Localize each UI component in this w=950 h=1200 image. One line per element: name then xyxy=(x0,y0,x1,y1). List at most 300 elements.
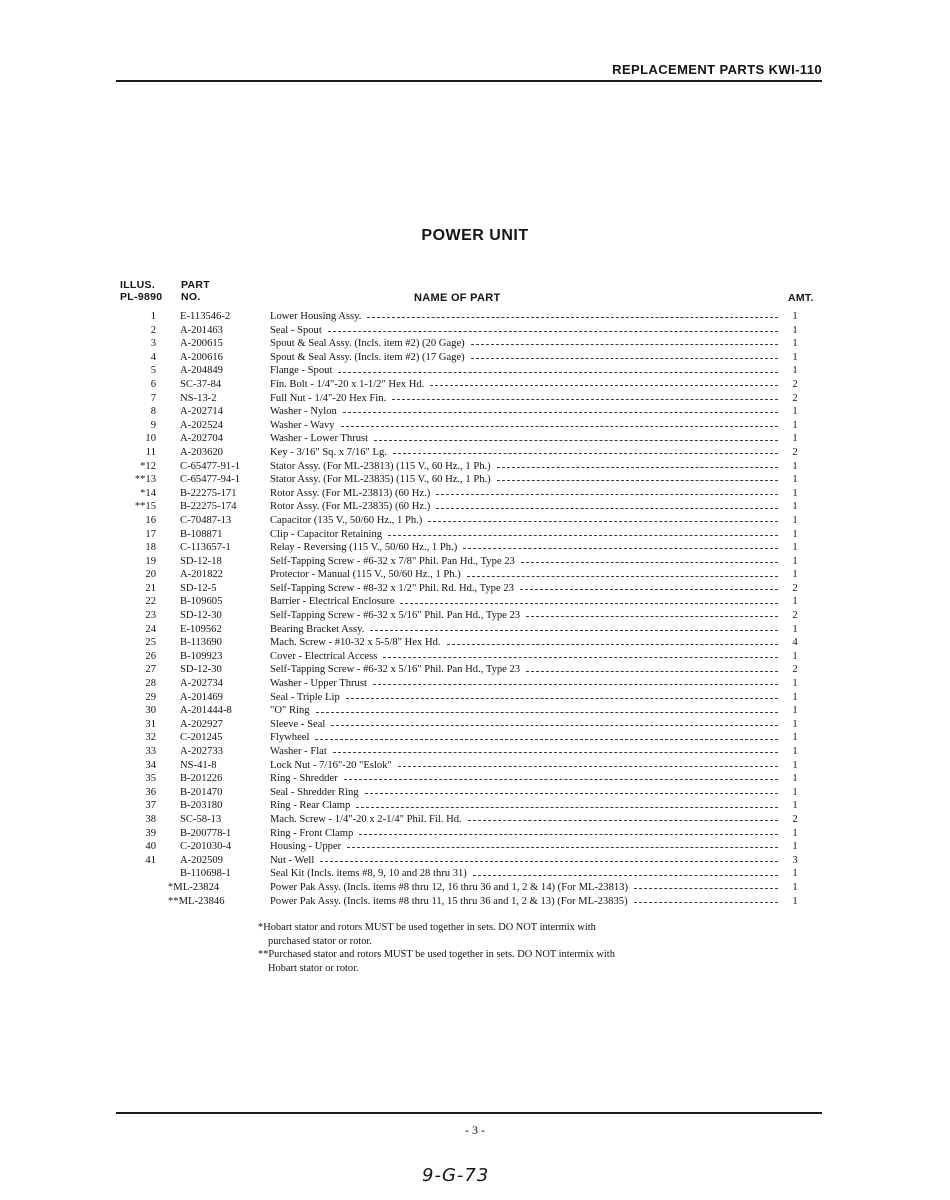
part-number: SC-37-84 xyxy=(180,378,222,390)
part-number: E-109562 xyxy=(180,623,222,635)
part-number: SD-12-30 xyxy=(180,664,222,676)
part-name-cell xyxy=(270,813,778,827)
part-name-cell xyxy=(270,745,778,759)
part-number: B-109923 xyxy=(180,650,223,662)
part-name-cell xyxy=(270,636,778,650)
illus-number: *12 xyxy=(140,460,156,472)
part-number: *ML-23824 xyxy=(168,881,220,893)
part-name-cell xyxy=(270,881,778,895)
part-name: Seal - Shredder Ring xyxy=(270,786,359,798)
column-header-illus xyxy=(120,279,162,303)
part-name-cell xyxy=(270,378,778,392)
top-rule xyxy=(116,80,822,82)
part-name: Capacitor (135 V., 50/60 Hz., 1 Ph.) xyxy=(270,514,423,526)
illus-number: 20 xyxy=(145,569,156,581)
part-name-cell xyxy=(270,324,778,338)
part-number: A-200616 xyxy=(180,351,223,363)
dotted-leader xyxy=(497,480,778,481)
part-number: A-201444-8 xyxy=(180,705,232,717)
table-row xyxy=(0,609,950,623)
part-number: A-203620 xyxy=(180,446,223,458)
table-row xyxy=(0,514,950,528)
part-name: Nut - Well xyxy=(270,854,315,866)
dotted-leader xyxy=(388,535,778,536)
amount: 1 xyxy=(792,868,798,880)
dotted-leader xyxy=(392,399,778,400)
part-name: Protector - Manual (115 V., 50/60 Hz., 1 Ph.) xyxy=(270,569,461,581)
part-name-cell xyxy=(270,419,778,433)
amount: 1 xyxy=(792,718,798,730)
table-row xyxy=(0,568,950,582)
illus-number: 19 xyxy=(145,555,156,567)
amount: 2 xyxy=(792,664,798,676)
amount: 3 xyxy=(792,854,798,866)
part-name: Bearing Bracket Assy. xyxy=(270,623,365,635)
part-number: SC-58-13 xyxy=(180,813,222,825)
dotted-leader xyxy=(520,589,778,590)
part-name-cell xyxy=(270,541,778,555)
part-name-cell xyxy=(270,854,778,868)
part-name-cell xyxy=(270,840,778,854)
table-row xyxy=(0,636,950,650)
dotted-leader xyxy=(370,630,778,631)
part-number: A-202509 xyxy=(180,854,223,866)
part-name-cell xyxy=(270,555,778,569)
table-row xyxy=(0,813,950,827)
footnote-hobart xyxy=(258,921,778,948)
footnote-line: purchased stator or rotor. xyxy=(268,935,372,947)
part-number: A-201822 xyxy=(180,569,223,581)
part-number: C-113657-1 xyxy=(180,542,231,554)
part-name: Self-Tapping Screw - #6-32 x 5/16" Phil. Pan Hd., Type 23 xyxy=(270,664,521,676)
amount: 1 xyxy=(792,514,798,526)
part-name-cell xyxy=(270,364,778,378)
part-number: SD-12-30 xyxy=(180,610,222,622)
part-name-cell xyxy=(270,786,778,800)
table-row xyxy=(0,650,950,664)
column-header-part-line1: PART xyxy=(181,279,211,291)
part-name: Mach. Screw - 1/4"-20 x 2-1/4" Phil. Fil. Hd. xyxy=(270,813,462,825)
table-row xyxy=(0,487,950,501)
illus-number: 25 xyxy=(145,637,156,649)
part-name: Seal Kit (Incls. items #8, 9, 10 and 28 thru 31) xyxy=(270,868,467,880)
table-row xyxy=(0,432,950,446)
part-number: NS-41-8 xyxy=(180,759,217,771)
part-name: Flywheel xyxy=(270,732,310,744)
table-row xyxy=(0,745,950,759)
part-number: A-202927 xyxy=(180,718,223,730)
dotted-leader xyxy=(315,739,778,740)
dotted-leader xyxy=(468,820,778,821)
part-name-cell xyxy=(270,691,778,705)
part-number: A-202704 xyxy=(180,433,223,445)
amount: 1 xyxy=(792,433,798,445)
amount: 4 xyxy=(792,637,798,649)
amount: 1 xyxy=(792,800,798,812)
illus-number: 7 xyxy=(150,392,156,404)
part-name-cell xyxy=(270,772,778,786)
column-header-illus-line2: PL-9890 xyxy=(120,291,163,303)
footnote-line: *Hobart stator and rotors MUST be used together in sets. DO NOT intermix with xyxy=(258,922,596,933)
table-row xyxy=(0,541,950,555)
part-name-cell xyxy=(270,392,778,406)
part-name-cell xyxy=(270,405,778,419)
part-number: B-109605 xyxy=(180,596,223,608)
amount: 2 xyxy=(792,378,798,390)
table-row xyxy=(0,378,950,392)
part-number: A-200615 xyxy=(180,338,223,350)
amount: 1 xyxy=(792,351,798,363)
part-name: Self-Tapping Screw - #6-32 x 7/8" Phil. Pan Hd., Type 23 xyxy=(270,555,515,567)
part-number: B-203180 xyxy=(180,800,223,812)
part-name-cell xyxy=(270,663,778,677)
part-name-cell xyxy=(270,351,778,365)
amount: 1 xyxy=(792,487,798,499)
dotted-leader xyxy=(428,521,778,522)
parts-table xyxy=(0,310,950,908)
part-name: Self-Tapping Screw - #6-32 x 5/16" Phil. Pan Hd., Type 23 xyxy=(270,610,521,622)
amount: 1 xyxy=(792,678,798,690)
amount: 1 xyxy=(792,501,798,513)
illus-number: 4 xyxy=(150,351,156,363)
page-number: - 3 - xyxy=(465,1123,485,1137)
part-name-cell xyxy=(270,895,778,909)
table-row xyxy=(0,799,950,813)
table-row xyxy=(0,473,950,487)
amount: 1 xyxy=(792,623,798,635)
amount: 1 xyxy=(792,419,798,431)
footnote-line: **Purchased stator and rotors MUST be used together in sets. DO NOT intermix with xyxy=(258,949,615,960)
part-name-cell xyxy=(270,731,778,745)
dotted-leader xyxy=(347,847,778,848)
table-row xyxy=(0,419,950,433)
part-number: B-110698-1 xyxy=(180,868,231,880)
part-number: B-108871 xyxy=(180,528,223,540)
part-name-cell xyxy=(270,582,778,596)
part-number: A-201469 xyxy=(180,691,223,703)
table-row xyxy=(0,337,950,351)
column-header-name: NAME OF PART xyxy=(414,292,501,304)
part-name-cell xyxy=(270,446,778,460)
illus-number: *14 xyxy=(140,487,156,499)
part-name: Spout & Seal Assy. (Incls. item #2) (20 Gage) xyxy=(270,338,465,350)
amount: 1 xyxy=(792,596,798,608)
illus-number: 36 xyxy=(145,786,156,798)
dotted-leader xyxy=(346,698,778,699)
amount: 1 xyxy=(792,746,798,757)
amount: 1 xyxy=(792,528,798,540)
table-row xyxy=(0,786,950,800)
part-number: **ML-23846 xyxy=(168,895,225,907)
part-name: Stator Assy. (For ML-23813) (115 V., 60 Hz., 1 Ph.) xyxy=(270,460,491,472)
part-name: Lock Nut - 7/16"-20 "Eslok" xyxy=(270,759,392,771)
illus-number: 2 xyxy=(150,324,156,336)
amount: 2 xyxy=(792,610,798,622)
dotted-leader xyxy=(447,644,778,645)
illus-number: 6 xyxy=(150,378,156,390)
illus-number: 24 xyxy=(145,623,156,635)
part-name: Lower Housing Assy. xyxy=(270,311,362,322)
illus-number: 40 xyxy=(145,841,156,853)
table-row xyxy=(0,759,950,773)
illus-number: 11 xyxy=(145,446,156,458)
part-number: A-202734 xyxy=(180,678,223,690)
part-name-cell xyxy=(270,704,778,718)
part-name-cell xyxy=(270,460,778,474)
page-title: POWER UNIT xyxy=(421,227,529,244)
part-name: Relay - Reversing (115 V., 50/60 Hz., 1 Ph.) xyxy=(270,542,458,554)
table-row xyxy=(0,582,950,596)
table-row xyxy=(0,310,950,324)
table-row xyxy=(0,555,950,569)
part-name-cell xyxy=(270,432,778,446)
illus-number: 37 xyxy=(145,800,156,812)
part-number: B-113690 xyxy=(180,637,222,649)
amount: 1 xyxy=(792,705,798,717)
part-name: Ring - Front Clamp xyxy=(270,827,354,839)
dotted-leader xyxy=(634,888,778,889)
part-name-cell xyxy=(270,568,778,582)
illus-number: 35 xyxy=(145,773,156,785)
amount: 1 xyxy=(792,569,798,581)
table-row xyxy=(0,623,950,637)
illus-number: 32 xyxy=(145,732,156,744)
table-row xyxy=(0,881,950,895)
illus-number: 16 xyxy=(145,514,156,526)
part-name: Mach. Screw - #10-32 x 5-5/8" Hex Hd. xyxy=(270,637,441,649)
amount: 1 xyxy=(792,311,798,322)
dotted-leader xyxy=(436,494,778,495)
illus-number: 34 xyxy=(145,759,156,771)
part-name-cell xyxy=(270,337,778,351)
part-number: C-201245 xyxy=(180,732,223,744)
part-name-cell xyxy=(270,677,778,691)
part-name-cell xyxy=(270,595,778,609)
dotted-leader xyxy=(467,576,778,577)
illus-number: 41 xyxy=(145,854,156,866)
illus-number: 9 xyxy=(150,419,156,431)
part-name: Self-Tapping Screw - #8-32 x 1/2" Phil. Rd. Hd., Type 23 xyxy=(270,582,514,594)
dotted-leader xyxy=(463,548,778,549)
part-name: Housing - Upper xyxy=(270,841,342,853)
dotted-leader xyxy=(316,712,778,713)
amount: 1 xyxy=(792,786,798,798)
dotted-leader xyxy=(634,902,778,903)
part-name: Ring - Shredder xyxy=(270,773,338,785)
amount: 1 xyxy=(792,881,798,893)
illus-number: 30 xyxy=(145,705,156,717)
part-name: Washer - Flat xyxy=(270,746,327,757)
column-header-part xyxy=(181,279,210,303)
table-row xyxy=(0,691,950,705)
part-name: Seal - Spout xyxy=(270,324,322,336)
illus-number: 5 xyxy=(150,365,156,377)
illus-number: 29 xyxy=(145,691,156,703)
amount: 1 xyxy=(792,365,798,377)
table-row xyxy=(0,718,950,732)
part-name: Full Nut - 1/4"-20 Hex Fin. xyxy=(270,392,387,404)
dotted-leader xyxy=(521,562,778,563)
table-row xyxy=(0,405,950,419)
header-title: REPLACEMENT PARTS KWI-110 xyxy=(612,62,822,77)
amount: 1 xyxy=(792,759,798,771)
part-name: Stator Assy. (For ML-23835) (115 V., 60 Hz., 1 Ph.) xyxy=(270,474,491,486)
part-number: C-65477-91-1 xyxy=(180,460,241,472)
amount: 1 xyxy=(792,474,798,486)
part-name: Seal - Triple Lip xyxy=(270,691,340,703)
part-name-cell xyxy=(270,759,778,773)
part-number: A-201463 xyxy=(180,324,223,336)
part-name: Clip - Capacitor Retaining xyxy=(270,528,383,540)
table-row xyxy=(0,364,950,378)
dotted-leader xyxy=(471,344,778,345)
part-number: C-70487-13 xyxy=(180,514,232,526)
illus-number: 22 xyxy=(145,596,156,608)
part-name: Cover - Electrical Access xyxy=(270,650,378,662)
table-row xyxy=(0,854,950,868)
part-name-cell xyxy=(270,514,778,528)
dotted-leader xyxy=(359,834,778,835)
part-name-cell xyxy=(270,500,778,514)
amount: 1 xyxy=(792,542,798,554)
part-number: NS-13-2 xyxy=(180,392,217,404)
part-number: B-201470 xyxy=(180,786,223,798)
dotted-leader xyxy=(338,372,778,373)
table-row xyxy=(0,351,950,365)
dotted-leader xyxy=(356,807,778,808)
part-number: B-22275-171 xyxy=(180,487,237,499)
dotted-leader xyxy=(400,603,778,604)
illus-number: 18 xyxy=(145,542,156,554)
table-row xyxy=(0,704,950,718)
illus-number: 17 xyxy=(145,528,156,540)
part-name: Rotor Assy. (For ML-23813) (60 Hz.) xyxy=(270,487,431,499)
part-name: Washer - Wavy xyxy=(270,419,335,431)
handwritten-note: 9-G-73 xyxy=(422,1165,490,1186)
illus-number: **13 xyxy=(134,474,156,486)
amount: 1 xyxy=(792,338,798,350)
part-name-cell xyxy=(270,799,778,813)
dotted-leader xyxy=(331,725,778,726)
table-row xyxy=(0,460,950,474)
column-header-amt: AMT. xyxy=(788,292,814,304)
illus-number: 8 xyxy=(150,406,156,418)
column-header-illus-line1: ILLUS. xyxy=(120,279,156,291)
table-row xyxy=(0,827,950,841)
dotted-leader xyxy=(374,440,778,441)
part-name: "O" Ring xyxy=(270,705,310,717)
table-row xyxy=(0,772,950,786)
part-number: E-113546-2 xyxy=(180,311,231,322)
part-number: B-200778-1 xyxy=(180,827,232,839)
table-row xyxy=(0,324,950,338)
amount: 1 xyxy=(792,732,798,744)
amount: 1 xyxy=(792,406,798,418)
table-row xyxy=(0,677,950,691)
part-name: Washer - Nylon xyxy=(270,406,337,418)
part-name-cell xyxy=(270,487,778,501)
table-row xyxy=(0,731,950,745)
illus-number: **15 xyxy=(134,501,156,513)
part-name: Rotor Assy. (For ML-23835) (60 Hz.) xyxy=(270,501,431,513)
dotted-leader xyxy=(526,671,778,672)
part-name-cell xyxy=(270,310,778,324)
table-row xyxy=(0,867,950,881)
illus-number: 31 xyxy=(145,718,156,730)
amount: 1 xyxy=(792,691,798,703)
amount: 2 xyxy=(792,813,798,825)
dotted-leader xyxy=(393,453,778,454)
part-name-cell xyxy=(270,827,778,841)
part-name: Power Pak Assy. (Incls. items #8 thru 12, 16 thru 36 and 1, 2 & 14) (For ML-23813) xyxy=(270,881,628,893)
dotted-leader xyxy=(383,657,778,658)
part-name: Sleeve - Seal xyxy=(270,718,326,730)
footnotes xyxy=(258,921,778,975)
part-name: Flange - Spout xyxy=(270,365,333,377)
part-name: Barrier - Electrical Enclosure xyxy=(270,596,395,608)
illus-number: 28 xyxy=(145,678,156,690)
part-number: A-204849 xyxy=(180,365,223,377)
dotted-leader xyxy=(341,426,778,427)
part-name-cell xyxy=(270,609,778,623)
illus-number: 33 xyxy=(145,746,156,757)
amount: 1 xyxy=(792,324,798,336)
dotted-leader xyxy=(430,385,778,386)
part-number: A-202714 xyxy=(180,406,223,418)
part-number: SD-12-18 xyxy=(180,555,222,567)
illus-number: 26 xyxy=(145,650,156,662)
dotted-leader xyxy=(344,779,778,780)
dotted-leader xyxy=(343,412,778,413)
dotted-leader xyxy=(365,793,778,794)
part-name: Power Pak Assy. (Incls. items #8 thru 11, 15 thru 36 and 1, 2 & 13) (For ML-23835) xyxy=(270,895,628,907)
dotted-leader xyxy=(471,358,778,359)
dotted-leader xyxy=(497,467,778,468)
dotted-leader xyxy=(328,331,778,332)
dotted-leader xyxy=(333,752,778,753)
amount: 1 xyxy=(792,555,798,567)
part-number: C-65477-94-1 xyxy=(180,474,241,486)
dotted-leader xyxy=(320,861,778,862)
amount: 1 xyxy=(792,650,798,662)
amount: 2 xyxy=(792,446,798,458)
part-number: SD-12-5 xyxy=(180,582,217,594)
part-name-cell xyxy=(270,528,778,542)
amount: 1 xyxy=(792,827,798,839)
amount: 2 xyxy=(792,392,798,404)
part-number: A-202733 xyxy=(180,746,223,757)
table-row xyxy=(0,528,950,542)
illus-number: 23 xyxy=(145,610,156,622)
illus-number: 39 xyxy=(145,827,156,839)
table-row xyxy=(0,840,950,854)
part-number: C-201030-4 xyxy=(180,841,232,853)
part-number: A-202524 xyxy=(180,419,223,431)
part-name-cell xyxy=(270,623,778,637)
table-row xyxy=(0,895,950,909)
illus-number: 21 xyxy=(145,582,156,594)
amount: 1 xyxy=(792,895,798,907)
part-name-cell xyxy=(270,473,778,487)
part-name-cell xyxy=(270,650,778,664)
dotted-leader xyxy=(398,766,778,767)
column-header-part-line2: NO. xyxy=(181,291,201,303)
illus-number: 1 xyxy=(150,311,156,322)
part-name: Fin. Bolt - 1/4"-20 x 1-1/2" Hex Hd. xyxy=(270,378,425,390)
part-name: Spout & Seal Assy. (Incls. item #2) (17 Gage) xyxy=(270,351,465,363)
amount: 1 xyxy=(792,841,798,853)
part-name: Ring - Rear Clamp xyxy=(270,800,351,812)
